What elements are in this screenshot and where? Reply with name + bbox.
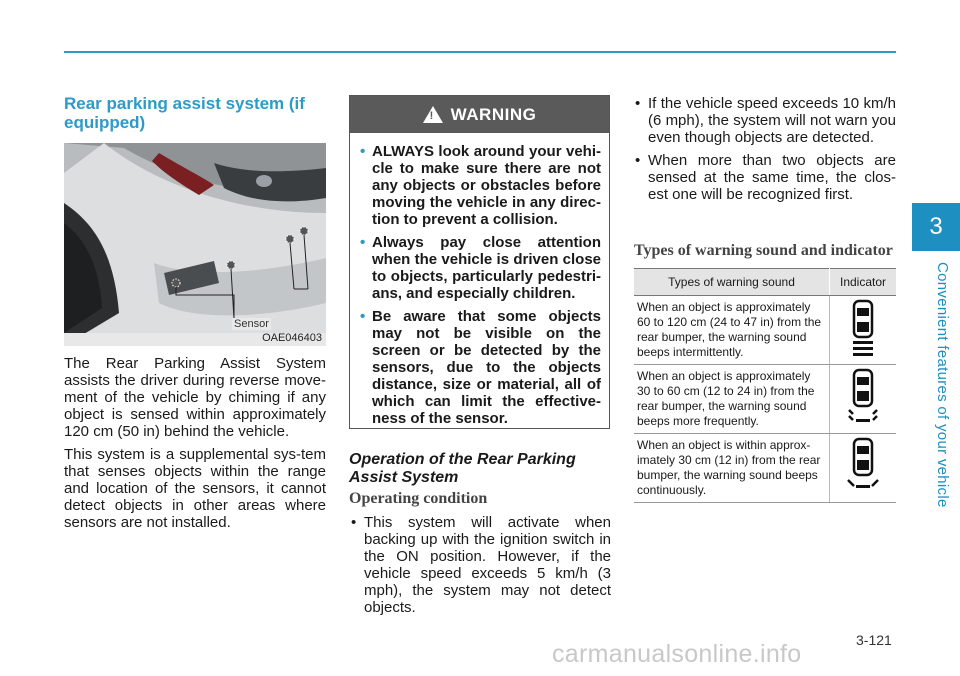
car-rear-illustration [64,143,326,346]
chapter-tab[interactable] [912,203,960,251]
page-number: 3-121 [856,632,892,648]
section-title: Rear parking assist system (if equipped) [64,94,305,132]
table-row [634,434,896,503]
warning-title: WARNING [450,104,537,124]
condition-bullet: • When more than two objects are sensed at the same time, the clos-est one will be recognized first. [635,152,896,203]
intro-paragraph-2: This system is a supplemental sys-tem that senses objects within the range and location of the sensors, it cannot detect objects in other areas where sensors are not installed. [64,446,326,531]
operation-title: Operation of the Rear Parking Assist System [349,451,576,486]
sound-description: When an object is within approx-imately 30 cm (12 in) from the rear bumper, the warning sound beeps continuously. [634,434,830,503]
warning-item: • ALWAYS look around your vehi-cle to make sure there are not any objects or obstacles before moving the vehicle in any direc-tion to prevent a collision. [360,143,601,228]
warning-list [350,133,609,427]
sound-description: When an object is approximately 30 to 60 cm (12 to 24 in) from the rear bumper, the warning sound beeps more frequently. [634,365,830,434]
warning-box [349,95,610,429]
rear-bumper-photo [64,143,326,346]
table-row [634,296,896,365]
table-header-indicator: Indicator [830,269,897,296]
condition-bullet: • This system will activate when backing up with the ignition switch in the ON position. However, if the vehicle speed exceeds 5 km/h (3 mph), the system may not detect objects. [351,514,611,616]
operating-condition-title: Operating condition [349,490,488,507]
watermark-text: carmanualsonline.info [552,640,802,668]
warning-header [350,96,609,133]
operating-condition-list-continued [635,95,896,209]
indicator-near-icon [830,434,897,503]
table-header-sound: Types of warning sound [634,269,830,296]
operating-condition-list [351,514,611,622]
condition-bullet: • If the vehicle speed exceeds 10 km/h (6 mph), the system will not warn you even though objects are detected. [635,95,896,146]
warning-icon: ! [423,106,443,123]
sound-description: When an object is approximately 60 to 120 cm (24 to 47 in) from the rear bumper, the warning sound beeps intermittently. [634,296,830,365]
indicator-far-icon [830,296,897,365]
warning-item: • Be aware that some objects may not be visible on the screen or be detected by the sensors, due to the objects distance, size or material, all of which can limit the effective-ness of the sensor. [360,308,601,427]
chapter-title [933,262,953,508]
warning-sound-table [634,268,896,503]
warning-sound-title: Types of warning sound and indicator [634,242,893,259]
image-code: OAE046403 [262,332,322,344]
header-rule [64,51,896,53]
sensor-dot [286,235,294,243]
intro-paragraph-1: The Rear Parking Assist System assists the driver during reverse move-ment of the vehicle by chiming if any object is sensed within approximately 120 cm (50 in) behind the vehicle. [64,355,326,440]
sensor-dot [300,227,308,235]
warning-item: • Always pay close attention when the vehicle is driven close to objects, particularly pedestri-ans, and especially children. [360,234,601,302]
sensor-label: Sensor [234,318,269,330]
chapter-title-text: Convenient features of your vehicle [934,262,951,508]
sensor-dot [172,279,180,287]
sensor-dot [227,261,235,269]
table-row [634,365,896,434]
chapter-number: 3 [929,213,943,240]
indicator-mid-icon [830,365,897,434]
